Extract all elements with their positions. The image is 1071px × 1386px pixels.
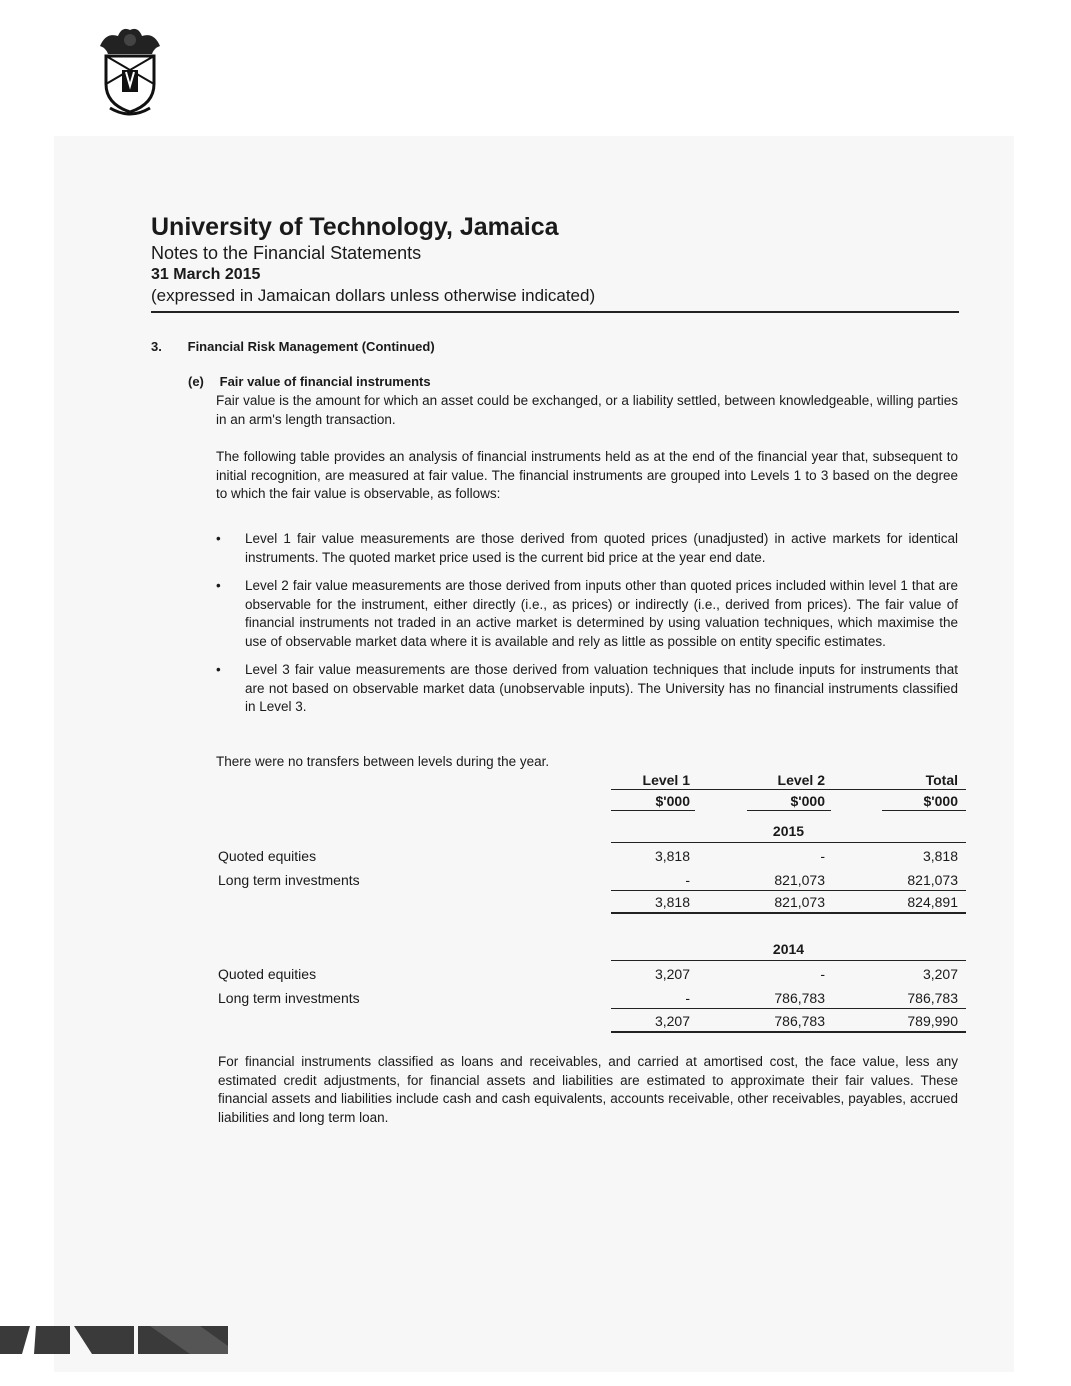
paragraph-closing: For financial instruments classified as loans and receivables, and carried at amortised cost, the face value, less any estimated credit adjustments, for financial assets and liabilities are estimated to approximate their fair values. These financial assets and liabilities include cash and cash equivalents, accounts receivable, other receivables, payables, accrued liabilities and long term loan. [218, 1054, 958, 1125]
unit-header: $'000 [923, 793, 958, 809]
list-item: • Level 2 fair value measurements are those derived from inputs other than quoted prices included within level 1 that are observable for the instrument, either directly (i.e., as prices) or indirectly (i.e., derived from prices). The fair value of financial instruments not traded in an active market is determined by using valuation techniques, which maximise the use of observable market data where it is available and rely as little as possible on entity specific estimates. [216, 578, 958, 649]
document-title: University of Technology, Jamaica [151, 213, 559, 241]
year-heading-2014: 2014 [772, 941, 805, 957]
total-cell: 3,207 [654, 1013, 690, 1029]
total-rule [611, 912, 966, 914]
section-title: Financial Risk Management (Continued) [187, 339, 435, 354]
row-label: Long term investments [218, 872, 360, 888]
column-header-level1: Level 1 [642, 772, 690, 788]
year-heading-2015: 2015 [772, 823, 805, 839]
bullet-glyph: • [216, 531, 221, 546]
subsection-title: Fair value of financial instruments [219, 374, 431, 389]
total-cell: 821,073 [774, 894, 825, 910]
total-cell: 789,990 [907, 1013, 958, 1029]
table-cell: 3,207 [654, 966, 690, 982]
row-label: Quoted equities [218, 966, 317, 982]
paragraph-analysis: The following table provides an analysis of financial instruments held as at the end of the financial year that, subsequent to initial recognition, are measured at fair value. The financial instruments are grouped into Levels 1 to 3 based on the degree to which the fair value is observable, as follows: [216, 449, 958, 501]
statement-date: 31 March 2015 [151, 266, 261, 283]
row-label: Long term investments [218, 990, 360, 1006]
table-cell: 3,207 [922, 966, 958, 982]
section-number: 3. [151, 339, 162, 354]
subtotal-rule [611, 1008, 966, 1009]
unit-header: $'000 [790, 793, 825, 809]
header-rule [151, 311, 959, 313]
subsection-heading [188, 374, 431, 389]
table-cell: - [685, 990, 690, 1006]
university-crest-icon [92, 24, 168, 116]
table-cell: 821,073 [907, 872, 958, 888]
unit-rule [747, 810, 831, 811]
year-rule [611, 960, 966, 961]
table-cell: 821,073 [774, 872, 825, 888]
unit-rule [611, 810, 695, 811]
currency-note: (expressed in Jamaican dollars unless otherwise indicated) [151, 286, 596, 305]
table-cell: 786,783 [907, 990, 958, 1006]
unit-rule [882, 810, 966, 811]
column-header-total: Total [925, 772, 958, 788]
column-header-level2: Level 2 [777, 772, 825, 788]
table-cell: - [685, 872, 690, 888]
table-cell: 3,818 [922, 848, 958, 864]
total-cell: 786,783 [774, 1013, 825, 1029]
row-label: Quoted equities [218, 848, 317, 864]
subsection-label: (e) [188, 374, 204, 389]
total-rule [611, 1031, 966, 1033]
section-heading [151, 339, 435, 354]
subtotal-rule [611, 890, 966, 891]
total-cell: 3,818 [654, 894, 690, 910]
paragraph-transfers: There were no transfers between levels during the year. [216, 754, 550, 769]
paragraph-definition: Fair value is the amount for which an asset could be exchanged, or a liability settled, between knowledgeable, willing parties in an arm's length transaction. [216, 393, 958, 427]
table-cell: 786,783 [774, 990, 825, 1006]
document-header [151, 212, 959, 307]
unit-header: $'000 [655, 793, 690, 809]
total-cell: 824,891 [907, 894, 958, 910]
document-subtitle: Notes to the Financial Statements [151, 243, 422, 263]
year-rule [611, 842, 966, 843]
bullet-glyph: • [216, 578, 221, 593]
footer-stripe-icon [0, 1326, 228, 1354]
table-cell: 3,818 [654, 848, 690, 864]
level-bullet-list [216, 530, 958, 727]
bullet-glyph: • [216, 662, 221, 677]
list-item: • Level 1 fair value measurements are those derived from quoted prices (unadjusted) in active markets for identical instruments. The quoted market price used is the current bid price at the year end date. [216, 531, 958, 565]
list-item: • Level 3 fair value measurements are those derived from valuation techniques that include inputs for instruments that are not based on observable market data (unobservable inputs). The University has no financial instruments classified in Level 3. [216, 662, 958, 714]
header-rule [611, 789, 966, 790]
table-cell: - [820, 848, 825, 864]
table-cell: - [820, 966, 825, 982]
